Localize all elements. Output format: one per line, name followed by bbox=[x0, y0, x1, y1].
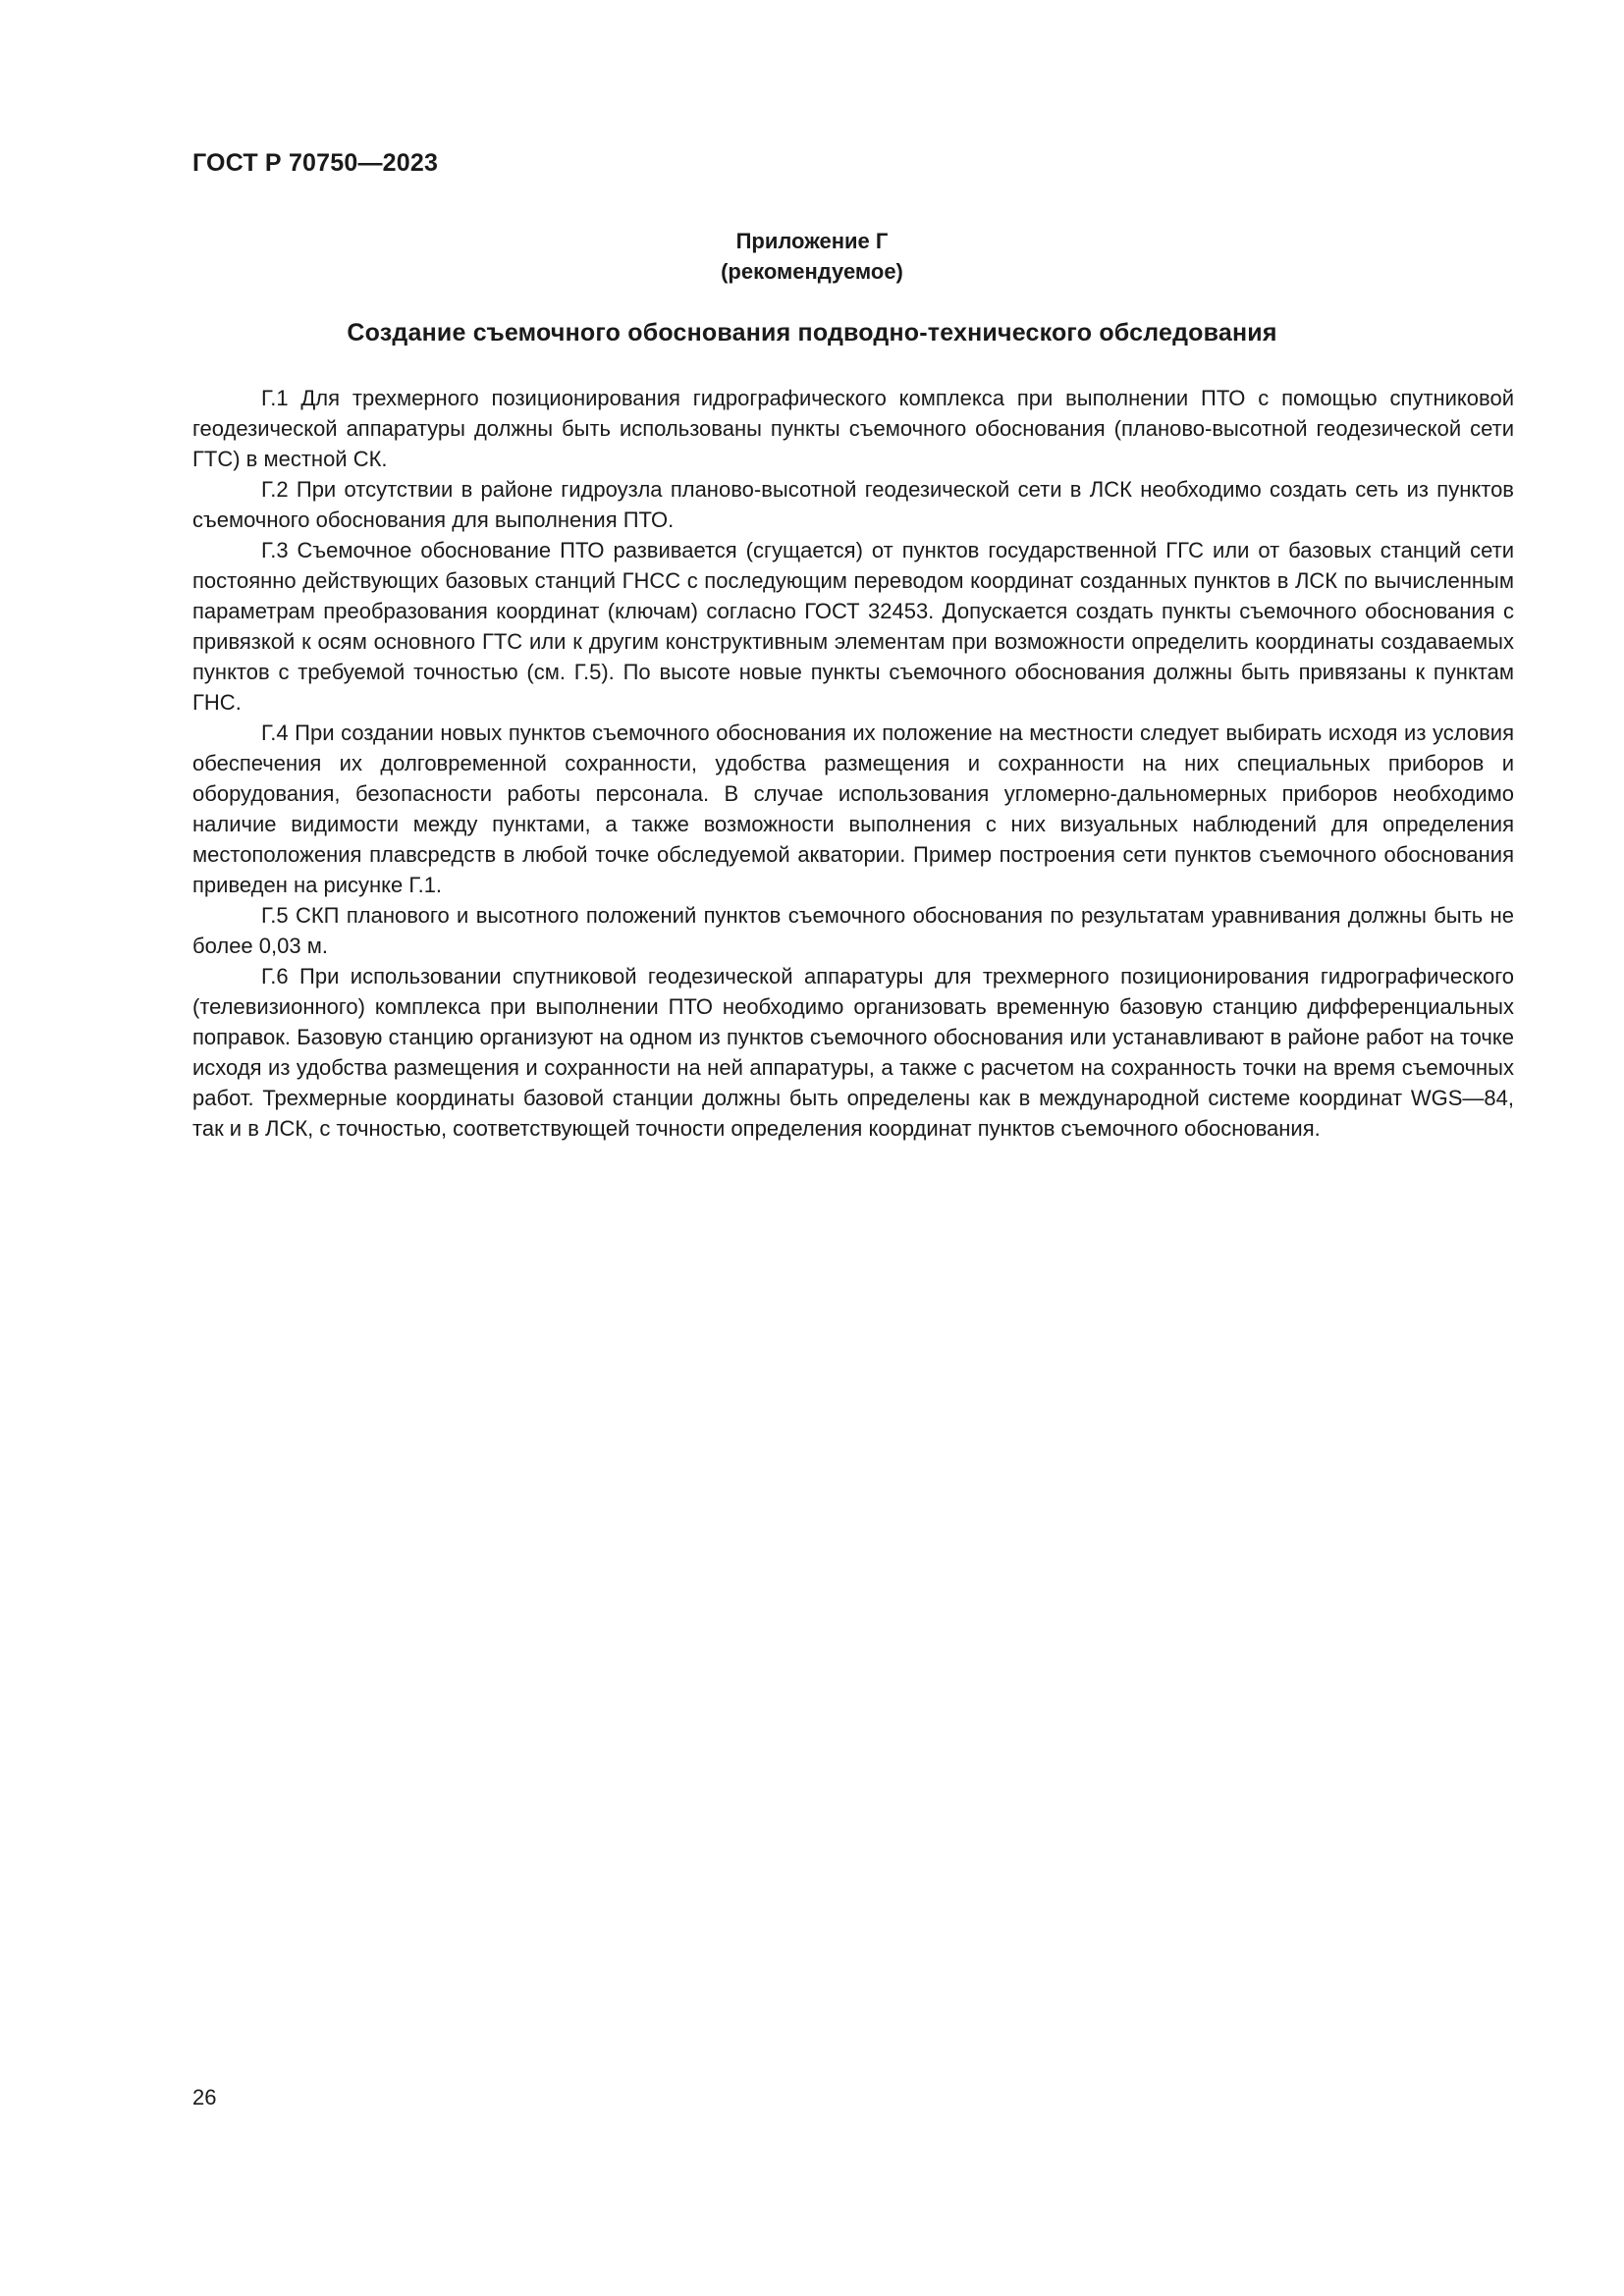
appendix-status: (рекомендуемое) bbox=[721, 259, 903, 284]
paragraph-g4: Г.4 При создании новых пунктов съемочного обоснования их положение на местности следует выбирать исходя из условия обеспечения их долговременной сохранности, удобства размещения и сохранности на них специальных приборов и оборудования, безопасности работы персонала. В случае использования угломерно-дальномерных приборов необходимо наличие видимости между пунктами, а также возможности выполнения с них визуальных наблюдений для определения местоположения плавсредств в любой точке обследуемой акватории. Пример построения сети пунктов съемочного обоснования приведен на рисунке Г.1. bbox=[192, 721, 1514, 897]
paragraph-g6: Г.6 При использовании спутниковой геодезической аппаратуры для трехмерного позиционирования гидрографического (телевизионного) комплекса при выполнении ПТО необходимо организовать временную базовую станцию дифференциальных поправок. Базовую станцию организуют на одном из пунктов съемочного обоснования или устанавливают в районе работ на точке исходя из удобства размещения и сохранности на ней аппаратуры, а также с расчетом на сохранность точки на время съемочных работ. Трехмерные координаты базовой станции должны быть определены как в международной системе координат WGS—84, так и в ЛСК, с точностью, соответствующей точности определения координат пунктов съемочного обоснования. bbox=[192, 964, 1514, 1141]
paragraph-g5: Г.5 СКП планового и высотного положений пунктов съемочного обоснования по результатам уравнивания должны быть не более 0,03 м. bbox=[192, 903, 1514, 958]
paragraph-g1: Г.1 Для трехмерного позиционирования гидрографического комплекса при выполнении ПТО с помощью спутниковой геодезической аппаратуры должны быть использованы пункты съемочного обоснования (планово-высотной геодезической сети ГТС) в местной СК. bbox=[192, 386, 1514, 471]
document-code: ГОСТ Р 70750—2023 bbox=[192, 149, 439, 177]
paragraph-g2: Г.2 При отсутствии в районе гидроузла планово-высотной геодезической сети в ЛСК необходимо создать сеть из пунктов съемочного обоснования для выполнения ПТО. bbox=[192, 477, 1514, 532]
page-number: 26 bbox=[192, 2085, 217, 2109]
appendix-heading bbox=[192, 226, 1432, 287]
section-title: Создание съемочного обоснования подводно-технического обследования bbox=[347, 319, 1277, 347]
appendix-title: Приложение Г bbox=[735, 229, 889, 253]
paragraph-g3: Г.3 Съемочное обоснование ПТО развивается (сгущается) от пунктов государственной ГГС или от базовых станций сети постоянно действующих базовых станций ГНСС с последующим переводом координат созданных пунктов в ЛСК по вычисленным параметрам преобразования координат (ключам) согласно ГОСТ 32453. Допускается создать пункты съемочного обоснования с привязкой к осям основного ГТС или к другим конструктивным элементам при возможности определить координаты создаваемых пунктов с требуемой точностью (см. Г.5). По высоте новые пункты съемочного обоснования должны быть привязаны к пунктам ГНС. bbox=[192, 538, 1514, 715]
body-text bbox=[192, 383, 1514, 1144]
